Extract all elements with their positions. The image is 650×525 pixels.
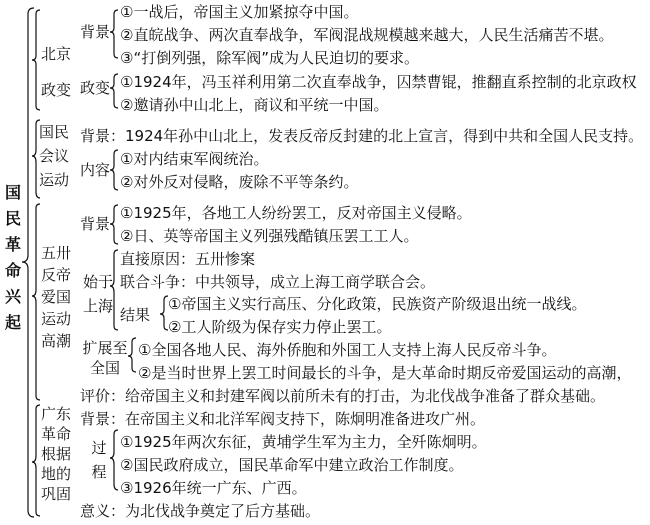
s4-gc-label: 过程 [91, 439, 107, 481]
s2-title: 国民会议运动 [38, 123, 69, 189]
s3-sy-label: 始于上海 [82, 273, 113, 315]
s1-bg-item-3: ③“打倒列强，除军阀”成为人民迫切的要求。 [120, 49, 419, 67]
s1-bg-brace [110, 10, 118, 58]
s3-title: 五卅反帝爱国运动高潮 [40, 244, 71, 350]
root-title: 国民革命兴起 [4, 183, 21, 332]
s2-nr-item-1: ①对内结束军阀统治。 [120, 150, 269, 168]
s4-brace [32, 405, 40, 516]
s4-gc-item-3: ③1926年统一广东、广西。 [120, 479, 307, 497]
s4-gc-item-2: ②国民政府成立，国民革命军中建立政治工作制度。 [120, 456, 464, 474]
s4-gc-brace [110, 430, 118, 490]
s1-zb-label: 政变 [80, 79, 111, 97]
s1-zb-brace [110, 74, 118, 108]
s3-brace [32, 204, 40, 400]
s4-bg: 背景：在帝国主义和北洋军阀支持下，陈炯明准备进攻广州。 [80, 410, 486, 428]
s3-bg-label: 背景 [80, 215, 111, 233]
s3-bg-item-2: ②日、英等帝国主义列强残酷镇压罢工工人。 [120, 227, 419, 245]
s1-bg-item-1: ①一战后，帝国主义加紧掠夺中国。 [120, 3, 359, 21]
s3-jg-label: 结果 [120, 306, 151, 324]
s3-bg-brace [110, 205, 118, 244]
s1-bg-label: 背景 [80, 23, 111, 41]
s3-jg-brace [160, 296, 168, 330]
s3-lhdz: 联合斗争：中共领导，成立上海工商学联合会。 [120, 273, 436, 291]
s2-nr-brace [110, 150, 118, 190]
s4-yy: 意义：为北伐战争奠定了后方基础。 [80, 502, 321, 520]
s4-title: 广东革命根据地的巩固 [40, 405, 71, 503]
s1-zb-item-2: ②邀请孙中山北上，商议和平统一中国。 [120, 96, 389, 114]
s2-bg: 背景：1924年孙中山北上，发表反帝反封建的北上宣言，得到中共和全国人民支持。 [80, 127, 644, 145]
s3-kz-item-1: ①全国各地人民、海外侨胞和外国工人支持上海人民反帝斗争。 [138, 341, 557, 359]
s3-jg-item-2: ②工人阶级为保存实力停止罢工。 [168, 318, 392, 336]
s4-gc-item-1: ①1925年两次东征，黄埔学生军为主力，全歼陈炯明。 [120, 433, 487, 451]
s3-kz-item-2: ②是当时世界上罢工时间最长的斗争，是大革命时期反帝爱国运动的高潮， [138, 364, 632, 382]
s1-bg-item-2: ②直皖战争、两次直奉战争，军阀混战规模越来越大，人民生活痛苦不堪。 [120, 26, 614, 44]
s1-brace [32, 10, 40, 110]
s3-zjyy: 直接原因：五卅惨案 [120, 250, 256, 268]
s3-jg-item-1: ①帝国主义实行高压、分化政策，民族资产阶级退出统一战线。 [168, 295, 587, 313]
s3-pj: 评价：给帝国主义和封建军阀以前所未有的打击，为北伐战争准备了群众基础。 [80, 387, 606, 405]
s2-nr-item-2: ②对外反对侵略，废除不平等条约。 [120, 173, 359, 191]
root-brace [22, 8, 34, 517]
s3-bg-item-1: ①1925年，各地工人纷纷罢工，反对帝国主义侵略。 [120, 204, 472, 222]
s1-title: 北京政变 [40, 45, 71, 99]
s3-kz-label: 扩展至全国 [82, 339, 128, 377]
s2-nr-label: 内容 [80, 161, 111, 179]
s1-zb-item-1: ①1924年，冯玉祥利用第二次直奉战争，囚禁曹锟，推翻直系控制的北京政权 [120, 73, 637, 91]
